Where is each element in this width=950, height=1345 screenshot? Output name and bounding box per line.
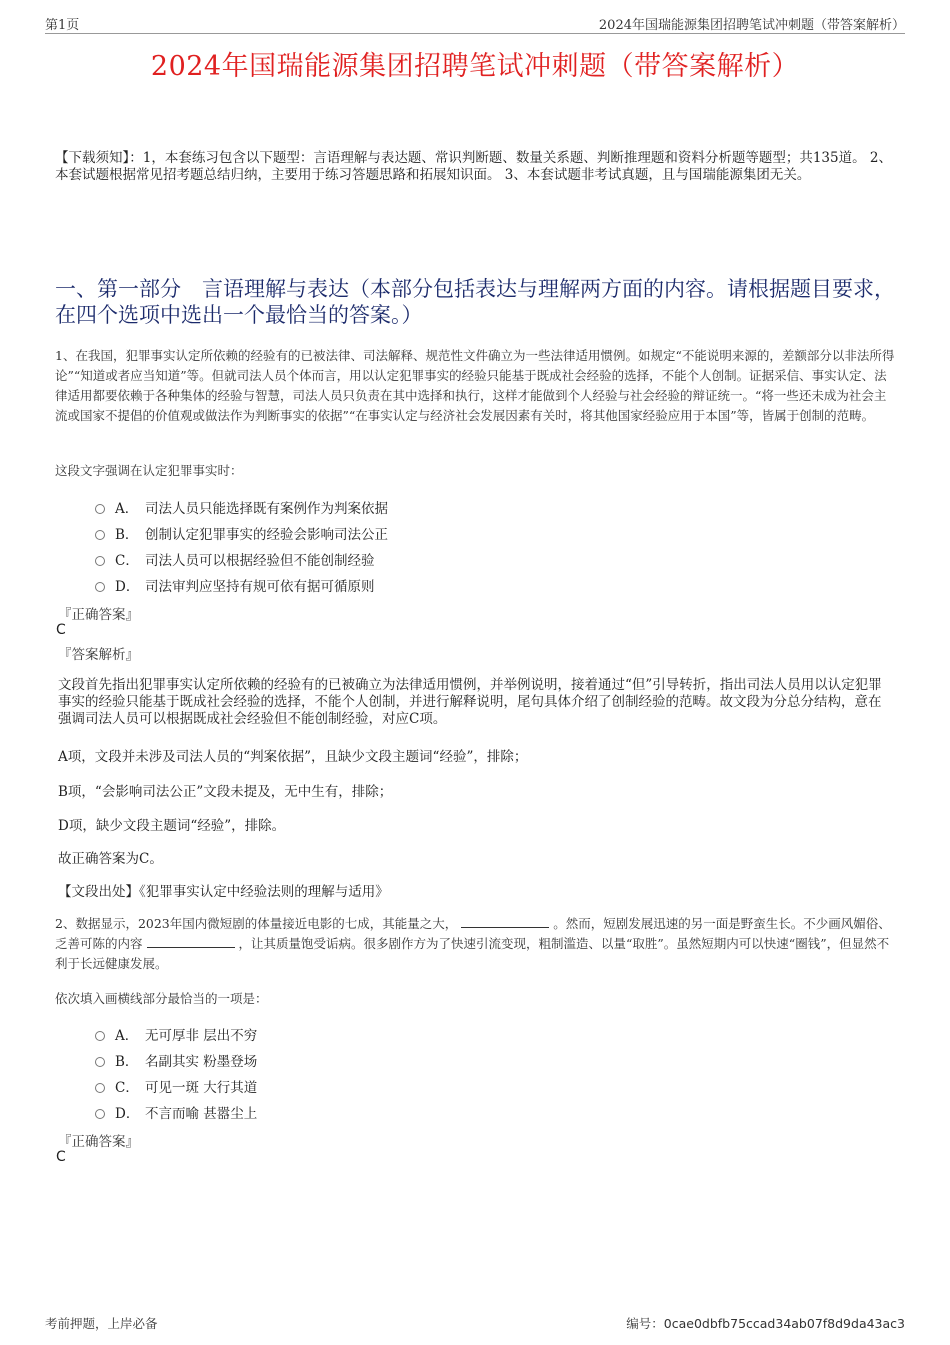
q1-analysis: 文段首先指出犯罪事实认定所依赖的经验有的已被确立为法律适用惯例，并举例说明，接着通过“但”引导转折，指出司法人员用以认定犯罪事实的经验只能基于既成社会经验的选择，不能个人创制，并进行解释说明，尾句具体介绍了创制经验的范畴。故文段为分总分结构，意在强调司法人员可以根据既成社会经验但不能创制经验，对应C项。 — [58, 677, 882, 727]
radio-icon[interactable] — [95, 1031, 105, 1041]
q1-option-c[interactable] — [95, 549, 375, 569]
q1-option-b[interactable] — [95, 523, 388, 543]
q2-answer: C — [56, 1149, 66, 1165]
header-title: 2024年国瑞能源集团招聘笔试冲刺题（带答案解析） — [598, 18, 905, 33]
q1-option-a[interactable] — [95, 497, 388, 517]
q2-option-d[interactable] — [95, 1102, 257, 1122]
option-text: 不言而喻 甚嚣尘上 — [145, 1106, 258, 1122]
radio-icon[interactable] — [95, 1109, 105, 1119]
q1-option-d[interactable] — [95, 575, 375, 595]
question-1-prompt: 这段文字强调在认定犯罪事实时： — [55, 463, 243, 478]
q2-text-part3: ，让其质量饱受诟病。很多剧作方为了快速引流变现，粗制滥造、以量“取胜”。虽然短期内可以快速“圈钱”，但显然不利于长远健康发展。 — [55, 936, 890, 971]
option-text: 司法人员可以根据经验但不能创制经验 — [145, 553, 375, 569]
option-letter: A． — [115, 1028, 139, 1044]
footer-code-label: 编号： — [626, 1316, 664, 1331]
radio-icon[interactable] — [95, 1057, 105, 1067]
question-2-text — [55, 914, 895, 974]
option-letter: D． — [115, 579, 140, 595]
q1-analysis-label: 『答案解析』 — [58, 647, 139, 663]
radio-icon[interactable] — [95, 530, 105, 540]
q2-option-b[interactable] — [95, 1050, 257, 1070]
question-2-prompt: 依次填入画横线部分最恰当的一项是： — [55, 991, 268, 1006]
header-divider — [45, 33, 905, 34]
footer-code — [626, 1314, 905, 1332]
q1-source: 【文段出处】《犯罪事实认定中经验法则的理解与适用》 — [58, 884, 389, 900]
q1-analysis-b: B项，“会影响司法公正”文段未提及，无中生有，排除； — [58, 784, 393, 800]
q1-answer: C — [56, 622, 66, 638]
download-notice: 【下载须知】：1，本套练习包含以下题型：言语理解与表达题、常识判断题、数量关系题、判断推理题和资料分析题等题型；共135道。 2、本套试题根据常见招考题总结归纳，主要用于练习答题思路和拓展知识面。 3、本套试题非考试真题，且与国瑞能源集团无关。 — [55, 150, 892, 183]
q1-analysis-d: D项，缺少文段主题词“经验”，排除。 — [58, 818, 286, 834]
q2-answer-label: 『正确答案』 — [58, 1134, 139, 1150]
option-letter: A． — [115, 501, 139, 517]
q1-conclusion: 故正确答案为C。 — [58, 851, 163, 867]
option-letter: B． — [115, 1054, 139, 1070]
page-number: 第1页 — [45, 18, 80, 33]
option-text: 司法审判应坚持有规可依有据可循原则 — [145, 579, 375, 595]
option-letter: D． — [115, 1106, 140, 1122]
q2-text-part2: 。然而，短剧发展迅速的另一面是野蛮生长。不少画风媚俗、乏善可陈的内容 — [55, 916, 891, 951]
q2-option-c[interactable] — [95, 1076, 257, 1096]
footer-slogan: 考前押题，上岸必备 — [45, 1316, 158, 1331]
option-letter: C． — [115, 1080, 139, 1096]
option-letter: C． — [115, 553, 139, 569]
fill-blank-2 — [147, 935, 235, 948]
footer-code-value: 0cae0dbfb75ccad34ab07f8d9da43ac3 — [663, 1316, 905, 1331]
radio-icon[interactable] — [95, 582, 105, 592]
q2-text-part1: 2、数据显示，2023年国内微短剧的体量接近电影的七成，其能量之大， — [55, 916, 458, 931]
question-1-text: 1、在我国，犯罪事实认定所依赖的经验有的已被法律、司法解释、规范性文件确立为一些法律适用惯例。如规定“不能说明来源的，差额部分以非法所得论”“知道或者应当知道”等。但就司法人员个体而言，用以认定犯罪事实的经验只能基于既成社会经验的选择，不能个人创制。证据采信、事实认定、法律适用都要依赖于各种集体的经验与智慧，司法人员只负责在其中选择和执行，这样才能做到个人经验与社会经验的辩证统一。“将一些还未成为社会主流或国家不提倡的价值观或做法作为判断事实的依据”“在事实认定与经济社会发展因素有关时，将其他国家经验应用于本国”等，皆属于创制的范畴。 — [55, 348, 895, 423]
option-text: 可见一斑 大行其道 — [145, 1080, 258, 1096]
q1-analysis-a: A项，文段并未涉及司法人员的“判案依据”，且缺少文段主题词“经验”，排除； — [58, 749, 528, 765]
q1-answer-label: 『正确答案』 — [58, 607, 139, 623]
option-text: 司法人员只能选择既有案例作为判案依据 — [145, 501, 388, 517]
radio-icon[interactable] — [95, 504, 105, 514]
q2-option-a[interactable] — [95, 1024, 257, 1044]
document-title: 2024年国瑞能源集团招聘笔试冲刺题（带答案解析） — [150, 51, 800, 82]
option-text: 创制认定犯罪事实的经验会影响司法公正 — [145, 527, 388, 543]
option-letter: B． — [115, 527, 139, 543]
radio-icon[interactable] — [95, 1083, 105, 1093]
option-text: 名副其实 粉墨登场 — [145, 1054, 258, 1070]
radio-icon[interactable] — [95, 556, 105, 566]
option-text: 无可厚非 层出不穷 — [145, 1028, 258, 1044]
fill-blank-1 — [461, 915, 549, 928]
section-heading: 一、第一部分 言语理解与表达（本部分包括表达与理解两方面的内容。请根据题目要求，在四个选项中选出一个最恰当的答案。） — [55, 277, 895, 327]
